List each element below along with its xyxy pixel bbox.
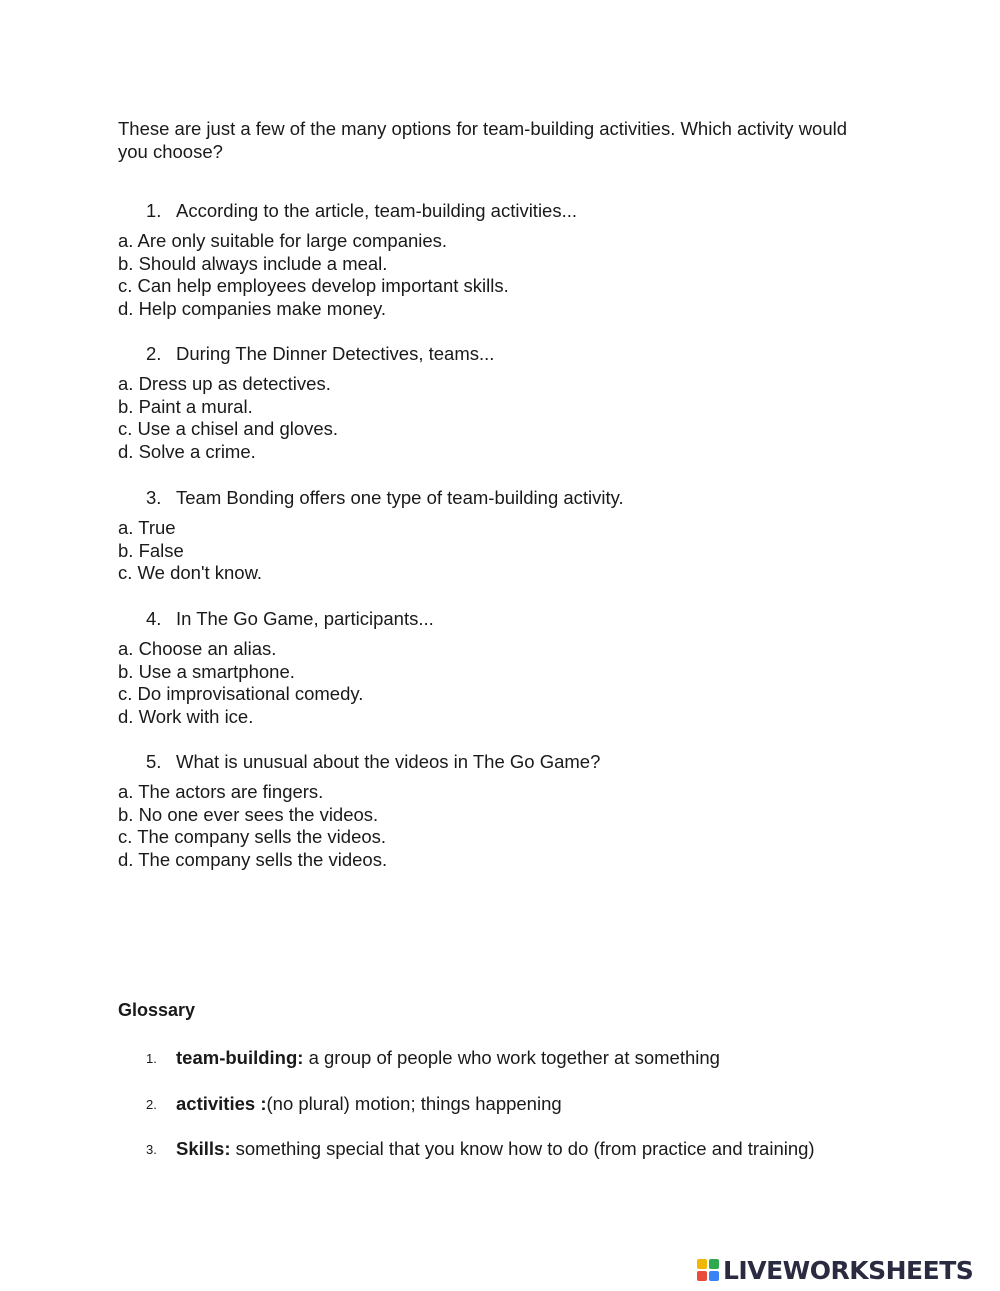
glossary-term: activities :: [176, 1093, 267, 1114]
logo-text: LIVEWORKSHEETS: [723, 1255, 974, 1285]
question-number: 5.: [146, 751, 162, 772]
liveworksheets-logo[interactable]: [697, 1253, 973, 1287]
question-2: [146, 342, 494, 365]
question-text: During The Dinner Detectives, teams...: [176, 343, 495, 364]
liveworksheets-logo-icon: [697, 1259, 719, 1281]
glossary-term: Skills:: [176, 1138, 231, 1159]
question-4: [146, 607, 434, 630]
option[interactable]: c. Can help employees develop important skills.: [118, 275, 509, 297]
option[interactable]: c. Do improvisational comedy.: [118, 683, 364, 705]
question-number: 3.: [146, 487, 162, 508]
question-text: According to the article, team-building activities...: [176, 200, 578, 221]
glossary-definition: something special that you know how to do (from practice and training): [230, 1138, 815, 1159]
intro-paragraph: These are just a few of the many options for team-building activities. Which activity would you choose?: [118, 118, 848, 162]
option[interactable]: c. We don't know.: [118, 562, 263, 584]
question-text: Team Bonding offers one type of team-building activity.: [176, 487, 624, 508]
question-5: [146, 750, 600, 773]
question-1: [146, 199, 577, 222]
logo-square: [697, 1271, 707, 1281]
question-text: In The Go Game, participants...: [176, 608, 434, 629]
logo-square: [709, 1259, 719, 1269]
option[interactable]: b. Paint a mural.: [118, 395, 253, 417]
option[interactable]: b. Use a smartphone.: [118, 660, 295, 682]
option[interactable]: a. Choose an alias.: [118, 638, 277, 659]
option[interactable]: a. Dress up as detectives.: [118, 373, 331, 394]
option[interactable]: c. Use a chisel and gloves.: [118, 418, 339, 440]
glossary-item: [146, 1046, 720, 1070]
option[interactable]: c. The company sells the videos.: [118, 826, 387, 848]
question-2-options: [118, 373, 338, 464]
question-4-options: [118, 638, 363, 729]
question-5-options: [118, 781, 387, 872]
option[interactable]: d. Solve a crime.: [118, 441, 256, 463]
option[interactable]: b. False: [118, 539, 184, 561]
glossary-item: [146, 1092, 562, 1116]
glossary-item-number: 1.: [146, 1051, 157, 1066]
glossary-definition: (no plural) motion; things happening: [266, 1093, 562, 1114]
option[interactable]: b. No one ever sees the videos.: [118, 803, 379, 825]
option[interactable]: d. Help companies make money.: [118, 298, 387, 320]
question-number: 4.: [146, 608, 162, 629]
logo-square: [697, 1259, 707, 1269]
option[interactable]: a. Are only suitable for large companies.: [118, 230, 448, 251]
glossary-item-number: 2.: [146, 1097, 157, 1112]
question-3: [146, 486, 624, 509]
glossary-item: [146, 1137, 815, 1161]
glossary-term: team-building:: [176, 1047, 304, 1068]
question-1-options: [118, 230, 509, 321]
option[interactable]: d. The company sells the videos.: [118, 849, 388, 871]
glossary-item-number: 3.: [146, 1142, 157, 1157]
option[interactable]: b. Should always include a meal.: [118, 252, 388, 274]
question-number: 1.: [146, 200, 162, 221]
option[interactable]: d. Work with ice.: [118, 706, 254, 728]
question-3-options: [118, 517, 262, 585]
question-text: What is unusual about the videos in The Go Game?: [176, 751, 601, 772]
option[interactable]: a. The actors are fingers.: [118, 781, 324, 802]
option[interactable]: a. True: [118, 517, 176, 538]
question-number: 2.: [146, 343, 162, 364]
logo-square: [709, 1271, 719, 1281]
glossary-definition: a group of people who work together at something: [303, 1047, 720, 1068]
glossary-title: Glossary: [118, 1000, 196, 1020]
